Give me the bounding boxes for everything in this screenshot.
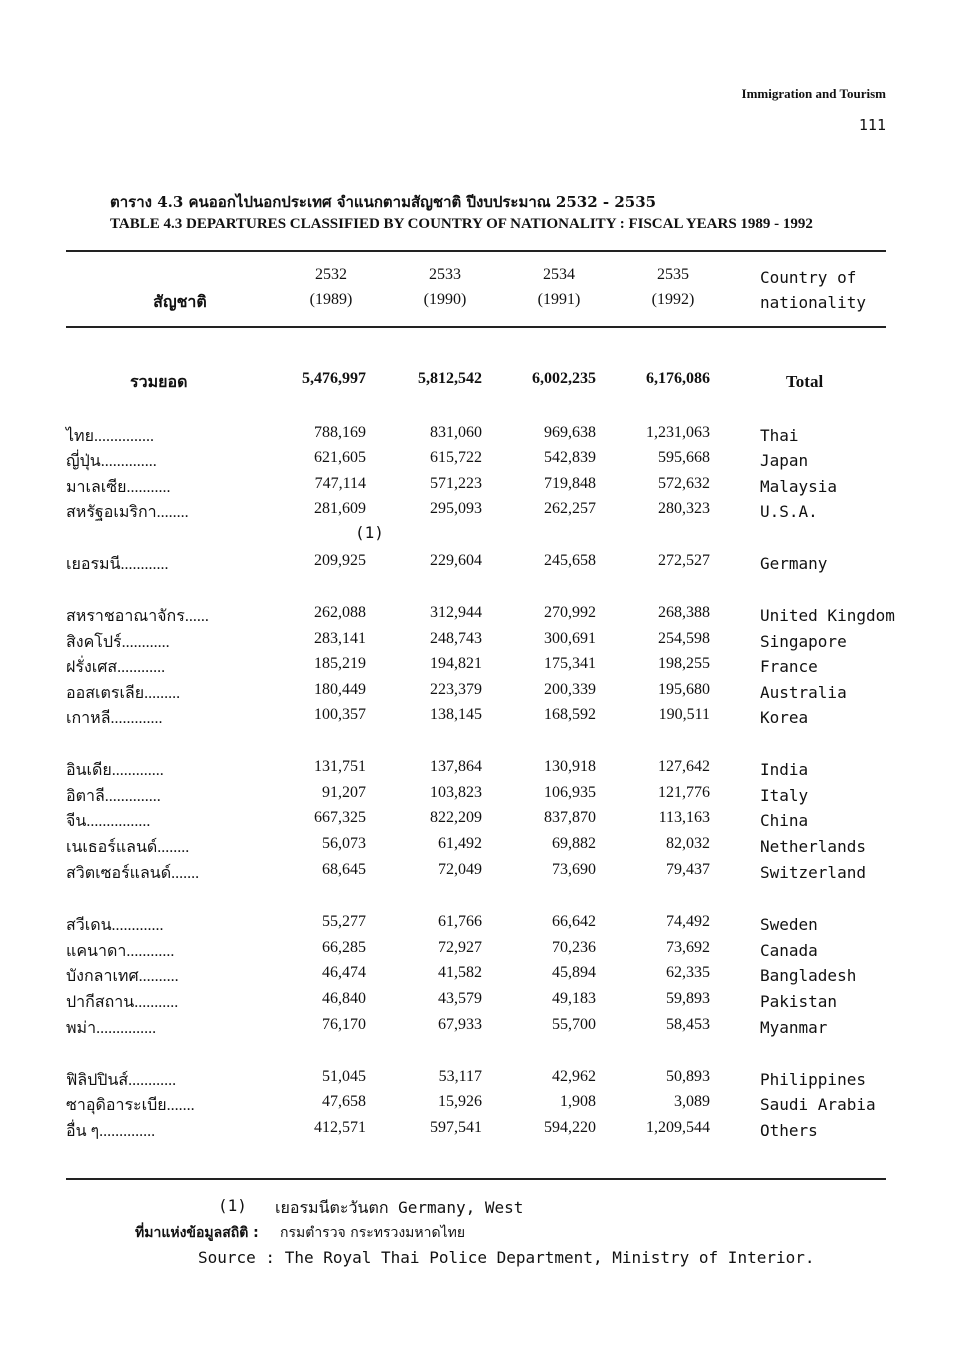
header-year-ce-4: (1992) bbox=[651, 291, 695, 308]
row-value-2: 615,722 bbox=[430, 449, 482, 466]
row-value-4: 272,527 bbox=[658, 552, 710, 569]
row-value-1: 68,645 bbox=[322, 861, 366, 878]
row-value-3: 175,341 bbox=[544, 655, 596, 672]
row-value-3: 73,690 bbox=[552, 861, 596, 878]
row-value-3: 270,992 bbox=[544, 604, 596, 621]
row-value-1: 66,285 bbox=[322, 939, 366, 956]
row-value-1: 262,088 bbox=[314, 604, 366, 621]
row-label-english: Saudi Arabia bbox=[760, 1095, 876, 1114]
row-label-thai: อิตาลี.............. bbox=[66, 788, 161, 805]
row-label-thai: แคนาดา............ bbox=[66, 943, 175, 960]
table-title-thai: ตาราง 4.3 คนออกไปนอกประเทศ จำแนกตามสัญชาติ ปีงบประมาณ 2532 - 2535 bbox=[110, 193, 657, 211]
row-value-2: 138,145 bbox=[430, 706, 482, 723]
row-value-4: 190,511 bbox=[658, 706, 710, 723]
row-value-3: 55,700 bbox=[552, 1016, 596, 1033]
row-value-1: 747,114 bbox=[314, 475, 366, 492]
row-value-1: 46,474 bbox=[322, 964, 366, 981]
row-value-2: 137,864 bbox=[430, 758, 482, 775]
row-value-4: 58,453 bbox=[666, 1016, 710, 1033]
row-value-3: 837,870 bbox=[544, 809, 596, 826]
total-label-english: Total bbox=[786, 372, 824, 391]
row-label-english: Myanmar bbox=[760, 1018, 828, 1037]
row-value-4: 1,209,544 bbox=[646, 1119, 710, 1136]
source-english: Source : The Royal Thai Police Department, Ministry of Interior. bbox=[198, 1248, 815, 1267]
row-value-2: 831,060 bbox=[430, 424, 482, 441]
row-label-english: Sweden bbox=[760, 915, 818, 934]
row-label-english: Japan bbox=[760, 451, 809, 470]
header-year-ce-3: (1991) bbox=[537, 291, 581, 308]
row-label-english: Pakistan bbox=[760, 992, 838, 1011]
row-value-3: 262,257 bbox=[544, 500, 596, 517]
row-value-2: 72,927 bbox=[438, 939, 482, 956]
row-label-english: India bbox=[760, 760, 809, 779]
row-value-2: 61,492 bbox=[438, 835, 482, 852]
row-value-1: 91,207 bbox=[322, 784, 366, 801]
row-value-1: 209,925 bbox=[314, 552, 366, 569]
row-label-thai: พม่า............... bbox=[66, 1020, 157, 1037]
row-value-3: 245,658 bbox=[544, 552, 596, 569]
row-label-english: France bbox=[760, 657, 818, 676]
row-label-thai: เยอรมนี............ bbox=[66, 556, 169, 573]
row-value-2: 72,049 bbox=[438, 861, 482, 878]
page-number: 111 bbox=[858, 116, 886, 134]
row-label-thai: อื่น ๆ.............. bbox=[66, 1123, 156, 1140]
row-value-4: 1,231,063 bbox=[646, 424, 710, 441]
row-label-thai: ซาอุดิอาระเบีย....... bbox=[66, 1097, 195, 1114]
row-value-3: 130,918 bbox=[544, 758, 596, 775]
row-label-thai: บังกลาเทศ.......... bbox=[66, 968, 179, 985]
row-value-2: 61,766 bbox=[438, 913, 482, 930]
row-value-1: 180,449 bbox=[314, 681, 366, 698]
row-value-3: 1,908 bbox=[560, 1093, 596, 1110]
footnote-text: เยอรมนีตะวันตก Germany, West bbox=[275, 1198, 524, 1217]
row-label-english: Korea bbox=[760, 708, 809, 727]
row-value-4: 195,680 bbox=[658, 681, 710, 698]
row-value-1: 47,658 bbox=[322, 1093, 366, 1110]
row-value-1: 46,840 bbox=[322, 990, 366, 1007]
row-value-1: 185,219 bbox=[314, 655, 366, 672]
row-label-english: Philippines bbox=[760, 1070, 866, 1089]
total-value-1: 5,476,997 bbox=[302, 370, 366, 387]
row-label-english: Canada bbox=[760, 941, 818, 960]
row-value-1: 621,605 bbox=[314, 449, 366, 466]
row-value-3: 70,236 bbox=[552, 939, 596, 956]
row-label-thai: สหรัฐอเมริกา........ bbox=[66, 504, 189, 521]
row-label-thai: สวีเดน............. bbox=[66, 917, 164, 934]
header-year-be-1: 2532 bbox=[315, 266, 347, 283]
row-value-4: 62,335 bbox=[666, 964, 710, 981]
header-country-line1: Country of bbox=[760, 268, 857, 287]
row-value-2: 43,579 bbox=[438, 990, 482, 1007]
row-label-thai: ฟิลิปปินส์............ bbox=[66, 1072, 177, 1089]
row-value-2: 229,604 bbox=[430, 552, 482, 569]
row-value-2: 67,933 bbox=[438, 1016, 482, 1033]
row-value-4: 595,668 bbox=[658, 449, 710, 466]
row-value-4: 3,089 bbox=[674, 1093, 710, 1110]
row-value-1: 412,571 bbox=[314, 1119, 366, 1136]
row-label-english: Italy bbox=[760, 786, 809, 805]
row-value-1: 100,357 bbox=[314, 706, 366, 723]
header-rule bbox=[66, 326, 886, 328]
row-value-4: 254,598 bbox=[658, 630, 710, 647]
row-label-thai: เกาหลี............. bbox=[66, 710, 163, 727]
row-value-2: 312,944 bbox=[430, 604, 482, 621]
row-label-english: Netherlands bbox=[760, 837, 866, 856]
row-value-2: 103,823 bbox=[430, 784, 482, 801]
row-label-thai: สวิตเซอร์แลนด์....... bbox=[66, 865, 200, 882]
top-rule bbox=[66, 250, 886, 252]
row-value-3: 969,638 bbox=[544, 424, 596, 441]
row-label-english: Switzerland bbox=[760, 863, 866, 882]
row-label-english: Others bbox=[760, 1121, 818, 1140]
row-value-1: 283,141 bbox=[314, 630, 366, 647]
header-year-be-2: 2533 bbox=[429, 266, 461, 283]
row-label-english: U.S.A. bbox=[760, 502, 818, 521]
row-value-2: 597,541 bbox=[430, 1119, 482, 1136]
row-value-2: 571,223 bbox=[430, 475, 482, 492]
row-value-3: 200,339 bbox=[544, 681, 596, 698]
row-label-thai: อินเดีย............. bbox=[66, 762, 164, 779]
row-value-3: 69,882 bbox=[552, 835, 596, 852]
row-value-4: 59,893 bbox=[666, 990, 710, 1007]
row-label-english: United Kingdom bbox=[760, 606, 895, 625]
row-value-2: 194,821 bbox=[430, 655, 482, 672]
row-label-thai: สิงคโปร์............ bbox=[66, 634, 170, 651]
row-value-2: 248,743 bbox=[430, 630, 482, 647]
row-value-4: 113,163 bbox=[658, 809, 710, 826]
row-value-3: 42,962 bbox=[552, 1068, 596, 1085]
row-label-english: Malaysia bbox=[760, 477, 838, 496]
header-country-line2: nationality bbox=[760, 293, 866, 312]
row-label-thai: ปากีสถาน........... bbox=[66, 994, 179, 1011]
row-label-english: Singapore bbox=[760, 632, 847, 651]
row-value-1: 76,170 bbox=[322, 1016, 366, 1033]
row-label-english: Australia bbox=[760, 683, 847, 702]
bottom-rule bbox=[66, 1178, 886, 1180]
header-year-be-4: 2535 bbox=[657, 266, 689, 283]
footnote-marker: (1) bbox=[218, 1196, 247, 1215]
row-label-english: Germany bbox=[760, 554, 828, 573]
total-value-3: 6,002,235 bbox=[532, 370, 596, 387]
row-value-4: 198,255 bbox=[658, 655, 710, 672]
row-value-3: 300,691 bbox=[544, 630, 596, 647]
row-value-4: 82,032 bbox=[666, 835, 710, 852]
source-thai-label: ที่มาแห่งข้อมูลสถิติ : bbox=[135, 1225, 259, 1241]
header-year-ce-1: (1989) bbox=[309, 291, 353, 308]
row-value-4: 127,642 bbox=[658, 758, 710, 775]
row-value-3: 719,848 bbox=[544, 475, 596, 492]
header-year-ce-2: (1990) bbox=[423, 291, 467, 308]
row-value-4: 74,492 bbox=[666, 913, 710, 930]
row-value-1: 281,609 bbox=[314, 500, 366, 517]
row-label-thai: เนเธอร์แลนด์........ bbox=[66, 839, 190, 856]
row-value-2: 295,093 bbox=[430, 500, 482, 517]
row-value-3: 542,839 bbox=[544, 449, 596, 466]
row-value-4: 280,323 bbox=[658, 500, 710, 517]
row-label-thai: มาเลเซีย........... bbox=[66, 479, 171, 496]
row-value-1: 667,325 bbox=[314, 809, 366, 826]
row-value-3: 106,935 bbox=[544, 784, 596, 801]
row-value-3: 66,642 bbox=[552, 913, 596, 930]
row-value-4: 121,776 bbox=[658, 784, 710, 801]
row-label-english: China bbox=[760, 811, 809, 830]
row-label-thai: จีน................ bbox=[66, 813, 151, 830]
row-value-1: 131,751 bbox=[314, 758, 366, 775]
row-label-english: Bangladesh bbox=[760, 966, 857, 985]
total-label-thai: รวมยอด bbox=[130, 374, 188, 391]
table-title-english: TABLE 4.3 DEPARTURES CLASSIFIED BY COUNTRY OF NATIONALITY : FISCAL YEARS 1989 - 1992 bbox=[110, 216, 813, 232]
row-value-4: 79,437 bbox=[666, 861, 710, 878]
germany-footnote-marker: (1) bbox=[355, 523, 384, 542]
source-thai-text: กรมตำรวจ กระทรวงมหาดไทย bbox=[280, 1225, 466, 1241]
row-value-2: 41,582 bbox=[438, 964, 482, 981]
row-label-thai: ญี่ปุ่น.............. bbox=[66, 453, 157, 470]
row-label-thai: ฝรั่งเศส............ bbox=[66, 659, 166, 676]
row-value-1: 56,073 bbox=[322, 835, 366, 852]
row-value-4: 50,893 bbox=[666, 1068, 710, 1085]
total-value-4: 6,176,086 bbox=[646, 370, 710, 387]
row-label-english: Thai bbox=[760, 426, 799, 445]
row-label-thai: สหราชอาณาจักร...... bbox=[66, 608, 209, 625]
row-value-2: 53,117 bbox=[438, 1068, 482, 1085]
total-value-2: 5,812,542 bbox=[418, 370, 482, 387]
row-value-3: 49,183 bbox=[552, 990, 596, 1007]
row-value-1: 51,045 bbox=[322, 1068, 366, 1085]
row-value-4: 268,388 bbox=[658, 604, 710, 621]
row-value-3: 45,894 bbox=[552, 964, 596, 981]
row-value-4: 572,632 bbox=[658, 475, 710, 492]
row-label-thai: ออสเตรเลีย......... bbox=[66, 685, 181, 702]
running-header: Immigration and Tourism bbox=[741, 86, 886, 101]
row-label-thai: ไทย............... bbox=[66, 428, 154, 445]
row-value-1: 55,277 bbox=[322, 913, 366, 930]
row-value-3: 168,592 bbox=[544, 706, 596, 723]
header-year-be-3: 2534 bbox=[543, 266, 575, 283]
row-value-2: 15,926 bbox=[438, 1093, 482, 1110]
row-value-3: 594,220 bbox=[544, 1119, 596, 1136]
row-value-2: 822,209 bbox=[430, 809, 482, 826]
row-value-1: 788,169 bbox=[314, 424, 366, 441]
row-value-4: 73,692 bbox=[666, 939, 710, 956]
header-nationality-thai: สัญชาติ bbox=[153, 294, 207, 311]
row-value-2: 223,379 bbox=[430, 681, 482, 698]
